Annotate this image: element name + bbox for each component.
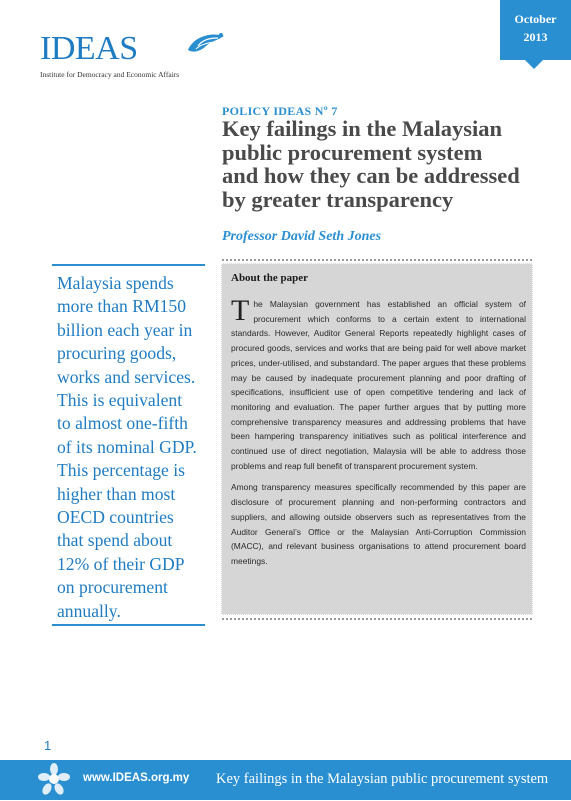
title-line: public procurement system — [222, 139, 483, 165]
date-month: October — [514, 12, 557, 26]
quote-line: OECD countries — [57, 507, 174, 528]
ideas-logo — [40, 28, 220, 88]
about-paragraph — [231, 294, 526, 473]
title-line: by greater transparency — [222, 186, 454, 212]
quote-line: procuring goods, — [57, 343, 177, 364]
hibiscus-icon — [184, 30, 228, 65]
quote-line: higher than most — [57, 483, 176, 504]
quote-divider-top — [52, 264, 205, 266]
about-body — [231, 294, 526, 576]
quote-line: billion each year in — [57, 319, 193, 340]
about-paragraph: Among transparency measures specifically recommended by this paper are disclosure of procurement planning and non-performing contractors and suppliers, and allowing outside observers such as representatives from the Auditor General’s Office or the Malaysian Anti-Corruption Commission (MACC), and relevant business organisations to attend procurement board meetings. — [231, 482, 526, 566]
date-tab — [500, 0, 571, 60]
page-title — [222, 117, 567, 211]
series-label: POLICY IDEAS Nº 7 — [222, 104, 338, 118]
page-number: 1 — [44, 738, 52, 753]
quote-line: that spend about — [57, 530, 173, 551]
quote-line: This is equivalent — [57, 390, 183, 411]
footer-title: Key failings in the Malaysian public procurement system — [216, 771, 549, 787]
hibiscus-icon — [37, 762, 71, 801]
about-heading: About the paper — [231, 272, 309, 284]
drop-cap: T — [231, 294, 250, 327]
title-line: and how they can be addressed — [222, 163, 520, 188]
logo-subtitle: Institute for Democracy and Economic Affairs — [40, 70, 180, 79]
quote-divider-bottom — [52, 624, 205, 626]
quote-line: more than RM150 — [57, 296, 187, 317]
quote-line: annually. — [57, 600, 121, 621]
title-line: Key failings in the Malaysian — [222, 116, 503, 141]
quote-line: works and services. — [57, 366, 196, 387]
author-name: Professor David Seth Jones — [222, 229, 382, 244]
quote-line: This percentage is — [57, 460, 185, 481]
about-paragraph-text: he Malaysian government has established an official system of procurement which conforms to a certain extent to international standards. However, Auditor General Reports repeatedly highlight cases of procured goods, services and works that are being paid for well above market prices, under-utilised, and substandard. The paper argues that these problems may be caused by inadequate procurement planning and poor drafting of specifications, insufficient use of open competitive tendering and lack of monitoring and evaluation. The paper further argues that by putting more comprehensive transparency measures and addressing problems that have been hampering transparency initiatives such as political interference and continued use of direct negotiation, Malaysia will be able to address those problems and reap full benefit of transparent procurement system. — [231, 299, 526, 471]
quote-line: Malaysia spends — [57, 273, 174, 293]
pull-quote — [57, 272, 207, 623]
quote-line: 12% of their GDP — [57, 553, 185, 574]
date-year: 2013 — [523, 30, 548, 44]
quote-line: of its nominal GDP. — [57, 436, 197, 457]
quote-line: on procurement — [57, 577, 168, 598]
about-paper-box — [221, 263, 533, 615]
footer-url-link[interactable]: www.IDEAS.org.my — [83, 772, 190, 784]
footer-bar — [0, 760, 571, 800]
logo-wordmark: IDEAS — [40, 30, 138, 67]
quote-line: to almost one-fifth — [57, 413, 188, 434]
